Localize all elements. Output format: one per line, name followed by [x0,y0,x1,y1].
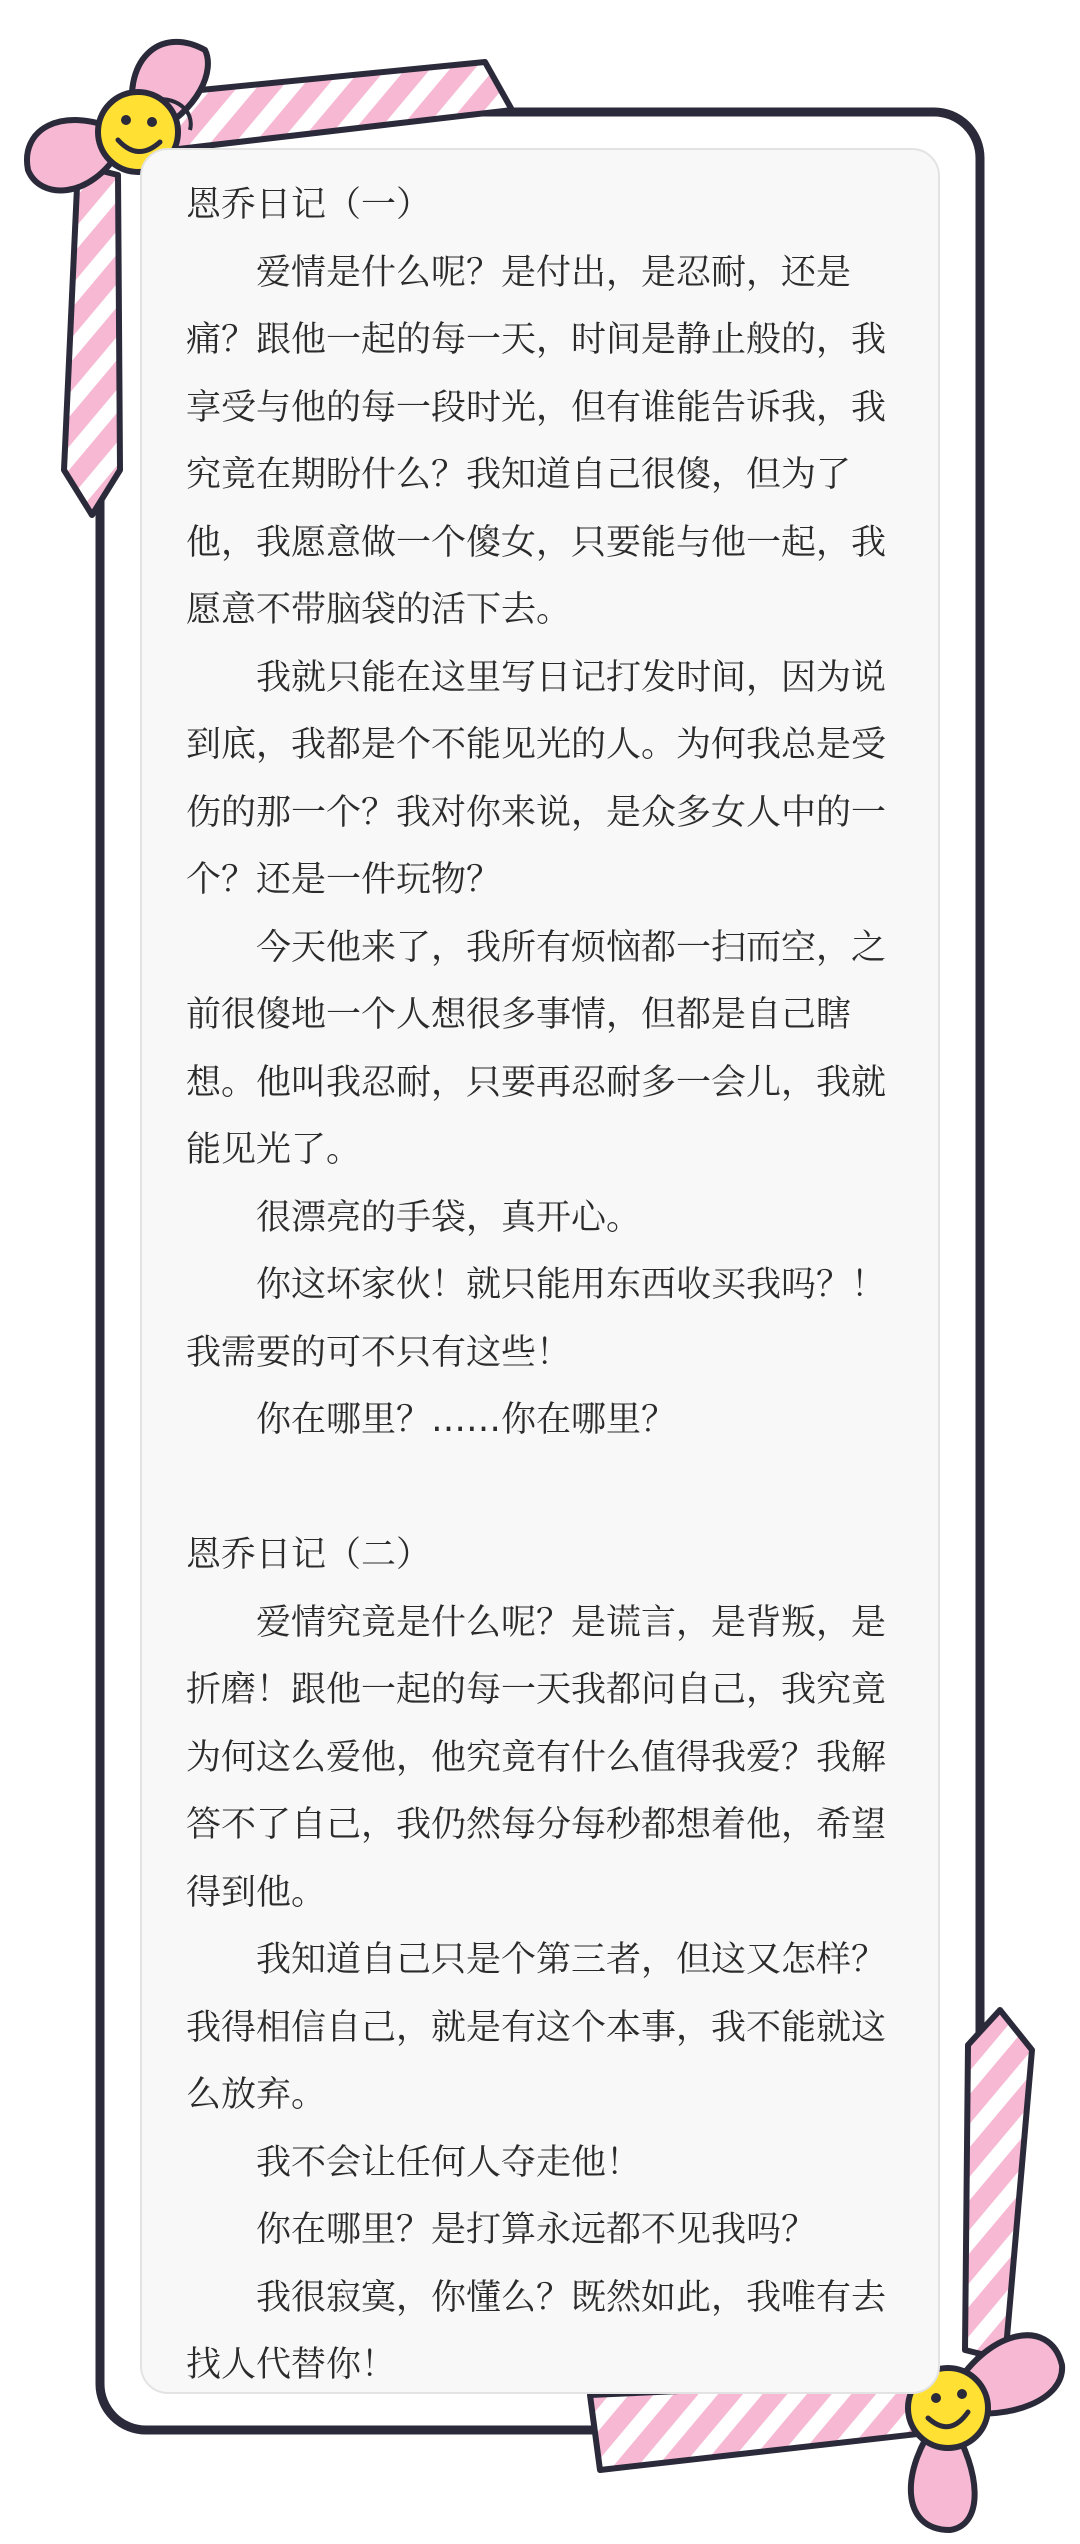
paragraph: 很漂亮的手袋，真开心。 [256,1197,642,1238]
paragraph: 我不会让任何人夺走他！ [256,2142,642,2183]
entry-title: 恩乔日记（一） [186,185,432,225]
paragraph: 今天他来了，我所有烦恼都一扫而空，之前很傻地一个人想很多事情，但都是自己瞎想。他叫我忍耐，只要再忍耐多一会儿，我就能见光了。 [186,927,887,1170]
paragraph: 我很寂寞，你懂么？既然如此，我唯有去找人代替你！ [186,2277,887,2385]
paragraph: 我就只能在这里写日记打发时间，因为说到底，我都是个不能见光的人。为何我总是受伤的那一个？我对你来说，是众多女人中的一个？还是一件玩物？ [186,657,887,900]
paragraph: 爱情究竟是什么呢？是谎言，是背叛，是折磨！跟他一起的每一天我都问自己，我究竟为何这么爱他，他究竟有什么值得我爱？我解答不了自己，我仍然每分每秒都想着他，希望得到他。 [186,1602,887,1913]
diary-content [186,172,906,2400]
paragraph: 爱情是什么呢？是付出，是忍耐，还是痛？跟他一起的每一天，时间是静止般的，我享受与他的每一段时光，但有谁能告诉我，我究竟在期盼什么？我知道自己很傻，但为了他，我愿意做一个傻女，只要能与他一起，我愿意不带脑袋的活下去。 [186,252,887,630]
paragraph: 我知道自己只是个第三者，但这又怎样？我得相信自己，就是有这个本事，我不能就这么放弃。 [186,1940,887,2115]
ribbon-icon [64,165,120,515]
entry-spacer [186,1455,906,1523]
ribbon-icon [965,2010,1032,2360]
entry-title: 恩乔日记（二） [186,1535,432,1575]
paragraph: 你在哪里？是打算永远都不见我吗？ [256,2210,817,2250]
diary-entry-1 [186,172,906,1455]
paragraph: 你在哪里？……你在哪里？ [256,1400,677,1440]
paragraph: 你这坏家伙！就只能用东西收买我吗？！我需要的可不只有这些！ [186,1265,887,1373]
diary-entry-2 [186,1522,906,2400]
